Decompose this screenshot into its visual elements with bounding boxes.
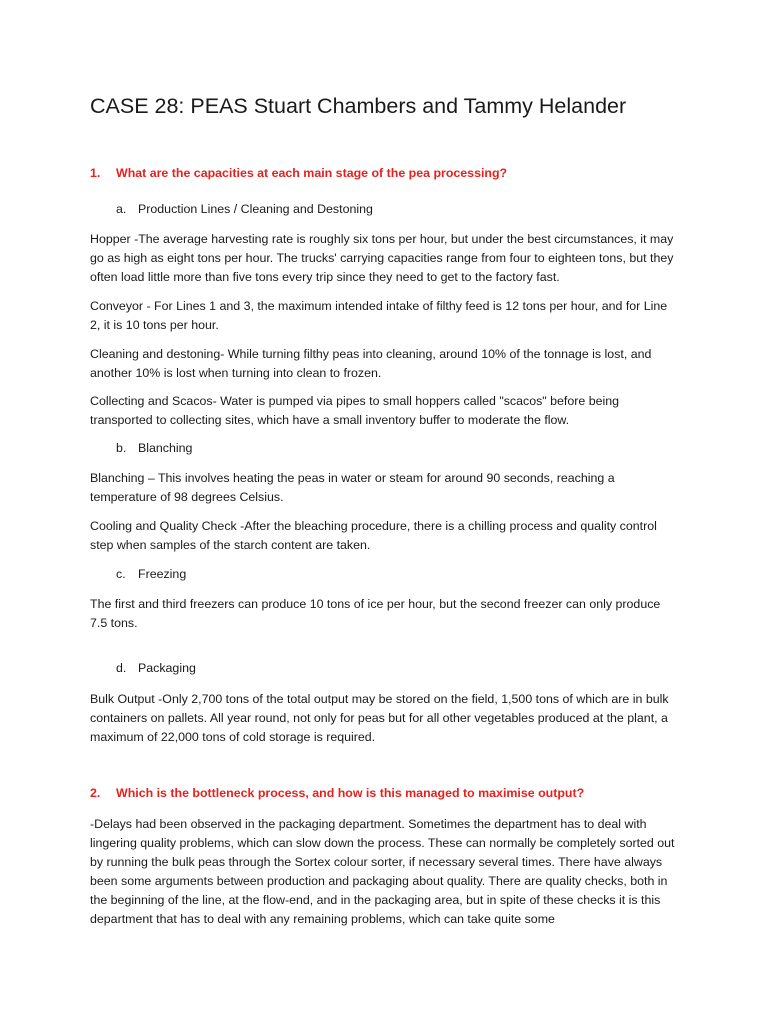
subhead-text: Blanching	[138, 441, 193, 455]
question-text: What are the capacities at each main stage of the pea processing?	[116, 166, 508, 180]
subhead-letter: c.	[116, 567, 126, 581]
question-number: 1.	[90, 166, 101, 180]
paragraph-bulk-output: Bulk Output -Only 2,700 tons of the total output may be stored on the field, 1,500 tons of which are in bulk containers on pallets. All year round, not only for peas but for all other vegetables produced at the plant, a maximum of 22,000 tons of cold storage is required.	[90, 692, 669, 744]
paragraph-cleaning: Cleaning and destoning- While turning filthy peas into cleaning, around 10% of the tonnage is lost, and another 10% is lost when turning into clean to frozen.	[90, 347, 652, 380]
subhead-text: Packaging	[138, 661, 196, 675]
paragraph-hopper: Hopper -The average harvesting rate is roughly six tons per hour, but under the best circumstances, it may go as high as eight tons per hour. The trucks' carrying capacities range from four to eighteen tons, but they often load little more than five tons every trip since they need to get to the factory fast.	[90, 232, 674, 284]
question-text: Which is the bottleneck process, and how is this managed to maximise output?	[116, 786, 585, 800]
subhead-d	[116, 661, 196, 675]
subhead-letter: b.	[116, 441, 127, 455]
subhead-text: Freezing	[138, 567, 187, 581]
paragraph-blanching: Blanching – This involves heating the peas in water or steam for around 90 seconds, reaching a temperature of 98 degrees Celsius.	[90, 471, 615, 504]
subhead-b	[116, 441, 192, 455]
subhead-c	[116, 567, 186, 581]
subhead-letter: d.	[116, 661, 127, 675]
paragraph-conveyor: Conveyor - For Lines 1 and 3, the maximum intended intake of filthy feed is 12 tons per hour, and for Line 2, it is 10 tons per hour.	[90, 299, 668, 332]
paragraph-freezing: The first and third freezers can produce 10 tons of ice per hour, but the second freezer can only produce 7.5 tons.	[90, 597, 661, 630]
document-title: CASE 28: PEAS Stuart Chambers and Tammy Helander	[90, 94, 627, 118]
paragraph-collecting: Collecting and Scacos- Water is pumped via pipes to small hoppers called "scacos" before being transported to collecting sites, which have a small inventory buffer to moderate the flow.	[90, 394, 620, 427]
question-1	[90, 166, 507, 180]
paragraph-cooling: Cooling and Quality Check -After the bleaching procedure, there is a chilling process and quality control step when samples of the starch content are taken.	[90, 519, 657, 552]
subhead-letter: a.	[116, 202, 127, 216]
subhead-a	[116, 202, 373, 216]
subhead-text: Production Lines / Cleaning and Destoning	[138, 202, 373, 216]
question-2	[90, 786, 584, 800]
paragraph-bottleneck: -Delays had been observed in the packaging department. Sometimes the department has to deal with lingering quality problems, which can slow down the process. These can normally be completely sorted out by running the bulk peas through the Sortex colour sorter, if necessary several times. There have always been some arguments between production and packaging about quality. There are quality checks, both in the beginning of the line, at the flow-end, and in the packaging area, but in spite of these checks it is this department that has to deal with any remaining problems, which can take quite some	[90, 817, 675, 926]
question-number: 2.	[90, 786, 101, 800]
